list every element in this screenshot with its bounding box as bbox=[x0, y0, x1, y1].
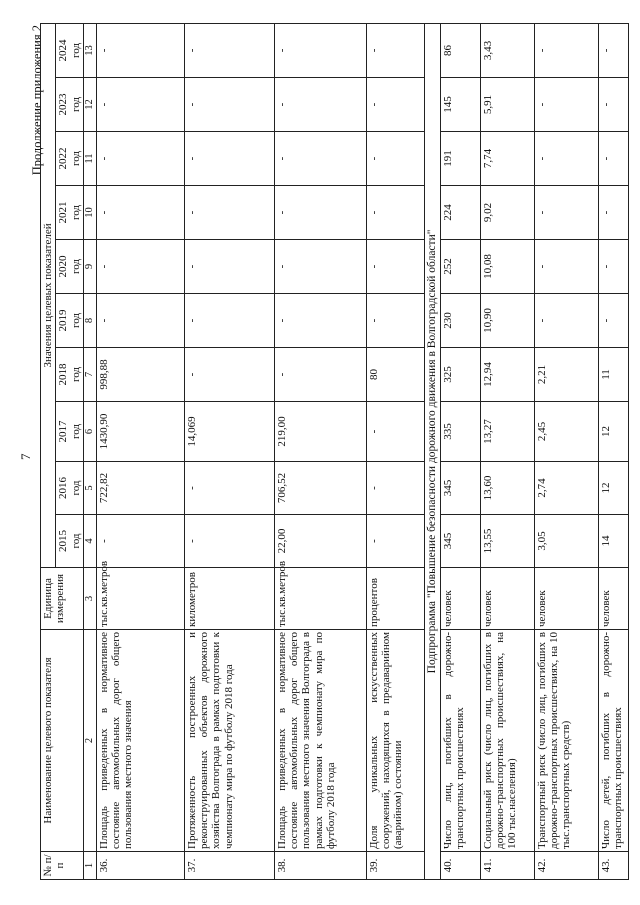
value-cell: 706,52 bbox=[274, 462, 366, 515]
value-cell: - bbox=[96, 23, 184, 77]
value-cell: - bbox=[96, 294, 184, 348]
continued-label: Продолжение приложения 2 bbox=[30, 25, 44, 176]
value-cell: - bbox=[274, 78, 366, 132]
indicator-name: Площадь приведенных в нормативное состояние автомобильных дорог общего пользования местного значения bbox=[96, 630, 184, 852]
indicators-table bbox=[40, 23, 629, 880]
value-cell: - bbox=[598, 23, 628, 77]
column-number: 4 bbox=[83, 515, 96, 568]
unit-cell: человек bbox=[440, 568, 480, 630]
value-cell: - bbox=[534, 23, 598, 77]
value-cell: 145 bbox=[440, 78, 480, 132]
value-cell: 335 bbox=[440, 402, 480, 462]
header-year: 2019 год bbox=[56, 294, 84, 348]
value-cell: - bbox=[366, 462, 424, 515]
value-cell: - bbox=[184, 23, 274, 77]
value-cell: - bbox=[184, 240, 274, 294]
value-cell: 252 bbox=[440, 240, 480, 294]
table-row bbox=[480, 23, 534, 879]
value-cell: 325 bbox=[440, 348, 480, 402]
unit-cell: тыс.кв.метров bbox=[274, 568, 366, 630]
value-cell: - bbox=[96, 515, 184, 568]
value-cell: - bbox=[366, 23, 424, 77]
value-cell: 345 bbox=[440, 462, 480, 515]
value-cell: - bbox=[96, 186, 184, 240]
value-cell: - bbox=[366, 132, 424, 186]
value-cell: - bbox=[366, 240, 424, 294]
unit-cell: человек bbox=[598, 568, 628, 630]
value-cell: 80 bbox=[366, 348, 424, 402]
value-cell: - bbox=[598, 294, 628, 348]
value-cell: 13,27 bbox=[480, 402, 534, 462]
value-cell: 219,00 bbox=[274, 402, 366, 462]
value-cell: - bbox=[534, 240, 598, 294]
value-cell: - bbox=[598, 186, 628, 240]
value-cell: - bbox=[274, 23, 366, 77]
value-cell: - bbox=[534, 78, 598, 132]
header-year: 2024 год bbox=[56, 23, 84, 77]
column-number: 3 bbox=[83, 568, 96, 630]
header-year: 2021 год bbox=[56, 186, 84, 240]
header-row-top bbox=[41, 23, 56, 879]
value-cell: 3,05 bbox=[534, 515, 598, 568]
table-row bbox=[598, 23, 628, 879]
value-cell: 722,82 bbox=[96, 462, 184, 515]
value-cell: - bbox=[598, 78, 628, 132]
indicator-name: Протяженность построенных и реконструированных объектов дорожного хозяйства Волгограда в рамках подготовки к чемпионату мира по футболу 2018 года bbox=[184, 630, 274, 852]
value-cell: 14 bbox=[598, 515, 628, 568]
unit-cell: тыс.кв.метров bbox=[96, 568, 184, 630]
value-cell: - bbox=[598, 132, 628, 186]
table-row bbox=[184, 23, 274, 879]
column-number: 10 bbox=[83, 186, 96, 240]
column-number: 8 bbox=[83, 294, 96, 348]
row-number: 38. bbox=[274, 852, 366, 880]
header-num: № п/п bbox=[41, 852, 84, 880]
value-cell: - bbox=[274, 294, 366, 348]
value-cell: - bbox=[184, 78, 274, 132]
value-cell: 86 bbox=[440, 23, 480, 77]
header-year: 2022 год bbox=[56, 132, 84, 186]
indicator-name: Социальный риск (число лиц, погибших в дорожно-транспортных происшествиях, на 100 тыс.населения) bbox=[480, 630, 534, 852]
subprogram-title: Подпрограмма "Повышение безопасности дорожного движения в Волгоградской области" bbox=[424, 23, 440, 879]
value-cell: - bbox=[184, 186, 274, 240]
table-row bbox=[534, 23, 598, 879]
header-year: 2015 год bbox=[56, 515, 84, 568]
value-cell: 230 bbox=[440, 294, 480, 348]
value-cell: 191 bbox=[440, 132, 480, 186]
indicator-name: Число детей, погибших в дорожно-транспортных происшествиях bbox=[598, 630, 628, 852]
column-number: 13 bbox=[83, 23, 96, 77]
unit-cell: километров bbox=[184, 568, 274, 630]
table-row bbox=[96, 23, 184, 879]
value-cell: - bbox=[366, 402, 424, 462]
unit-cell: человек bbox=[534, 568, 598, 630]
value-cell: 9,02 bbox=[480, 186, 534, 240]
value-cell: - bbox=[366, 294, 424, 348]
row-number: 43. bbox=[598, 852, 628, 880]
header-values-group: Значения целевых показателей bbox=[41, 23, 56, 567]
header-year: 2023 год bbox=[56, 78, 84, 132]
table-row bbox=[440, 23, 480, 879]
value-cell: - bbox=[366, 515, 424, 568]
value-cell: - bbox=[184, 294, 274, 348]
row-number: 37. bbox=[184, 852, 274, 880]
subprogram-row bbox=[424, 23, 440, 879]
value-cell: 13,55 bbox=[480, 515, 534, 568]
value-cell: 10,90 bbox=[480, 294, 534, 348]
column-number: 2 bbox=[83, 630, 96, 852]
value-cell: - bbox=[274, 348, 366, 402]
value-cell: 3,43 bbox=[480, 23, 534, 77]
row-number: 40. bbox=[440, 852, 480, 880]
value-cell: 10,08 bbox=[480, 240, 534, 294]
row-number: 41. bbox=[480, 852, 534, 880]
value-cell: 5,91 bbox=[480, 78, 534, 132]
table-row bbox=[274, 23, 366, 879]
row-number: 36. bbox=[96, 852, 184, 880]
value-cell: - bbox=[184, 515, 274, 568]
indicator-name: Транспортный риск (число лиц, погибших в дорожно-транспортных происшествиях, на 10 тыс.транспортных средств) bbox=[534, 630, 598, 852]
value-cell: - bbox=[96, 240, 184, 294]
value-cell: 1430,90 bbox=[96, 402, 184, 462]
value-cell: - bbox=[534, 294, 598, 348]
header-name: Наименование целевого показателя bbox=[41, 630, 84, 852]
value-cell: - bbox=[184, 348, 274, 402]
row-number: 42. bbox=[534, 852, 598, 880]
value-cell: - bbox=[366, 186, 424, 240]
value-cell: - bbox=[274, 132, 366, 186]
column-number-row bbox=[83, 23, 96, 879]
header-year: 2016 год bbox=[56, 462, 84, 515]
value-cell: - bbox=[274, 186, 366, 240]
column-number: 5 bbox=[83, 462, 96, 515]
value-cell: - bbox=[274, 240, 366, 294]
page-number: 7 bbox=[18, 453, 33, 460]
indicator-name: Число лиц, погибших в дорожно-транспортных происшествиях bbox=[440, 630, 480, 852]
column-number: 6 bbox=[83, 402, 96, 462]
unit-cell: человек bbox=[480, 568, 534, 630]
value-cell: 2,21 bbox=[534, 348, 598, 402]
value-cell: 11 bbox=[598, 348, 628, 402]
column-number: 9 bbox=[83, 240, 96, 294]
value-cell: 12 bbox=[598, 462, 628, 515]
value-cell: 2,45 bbox=[534, 402, 598, 462]
value-cell: - bbox=[366, 78, 424, 132]
column-number: 11 bbox=[83, 132, 96, 186]
header-unit: Единица измерения bbox=[41, 568, 84, 630]
header-year: 2017 год bbox=[56, 402, 84, 462]
header-year: 2020 год bbox=[56, 240, 84, 294]
value-cell: 345 bbox=[440, 515, 480, 568]
value-cell: - bbox=[184, 132, 274, 186]
value-cell: - bbox=[598, 240, 628, 294]
value-cell: - bbox=[184, 462, 274, 515]
value-cell: 12,94 bbox=[480, 348, 534, 402]
value-cell: 7,74 bbox=[480, 132, 534, 186]
value-cell: - bbox=[534, 132, 598, 186]
value-cell: - bbox=[96, 132, 184, 186]
value-cell: 13,60 bbox=[480, 462, 534, 515]
value-cell: 224 bbox=[440, 186, 480, 240]
value-cell: - bbox=[534, 186, 598, 240]
column-number: 1 bbox=[83, 852, 96, 880]
header-year: 2018 год bbox=[56, 348, 84, 402]
indicator-name: Площадь приведенных в нормативное состояние автомобильных дорог общего пользования местного значения Волгограда в рамках подготовки к чемпионату мира по футболу 2018 года bbox=[274, 630, 366, 852]
value-cell: - bbox=[96, 78, 184, 132]
row-number: 39. bbox=[366, 852, 424, 880]
value-cell: 22,00 bbox=[274, 515, 366, 568]
column-number: 12 bbox=[83, 78, 96, 132]
table-row bbox=[366, 23, 424, 879]
value-cell: 998,88 bbox=[96, 348, 184, 402]
indicator-name: Доля уникальных искусственных сооружений, находящихся в предаварийном (аварийном) состоянии bbox=[366, 630, 424, 852]
value-cell: 14,069 bbox=[184, 402, 274, 462]
column-number: 7 bbox=[83, 348, 96, 402]
value-cell: 12 bbox=[598, 402, 628, 462]
value-cell: 2,74 bbox=[534, 462, 598, 515]
unit-cell: процентов bbox=[366, 568, 424, 630]
